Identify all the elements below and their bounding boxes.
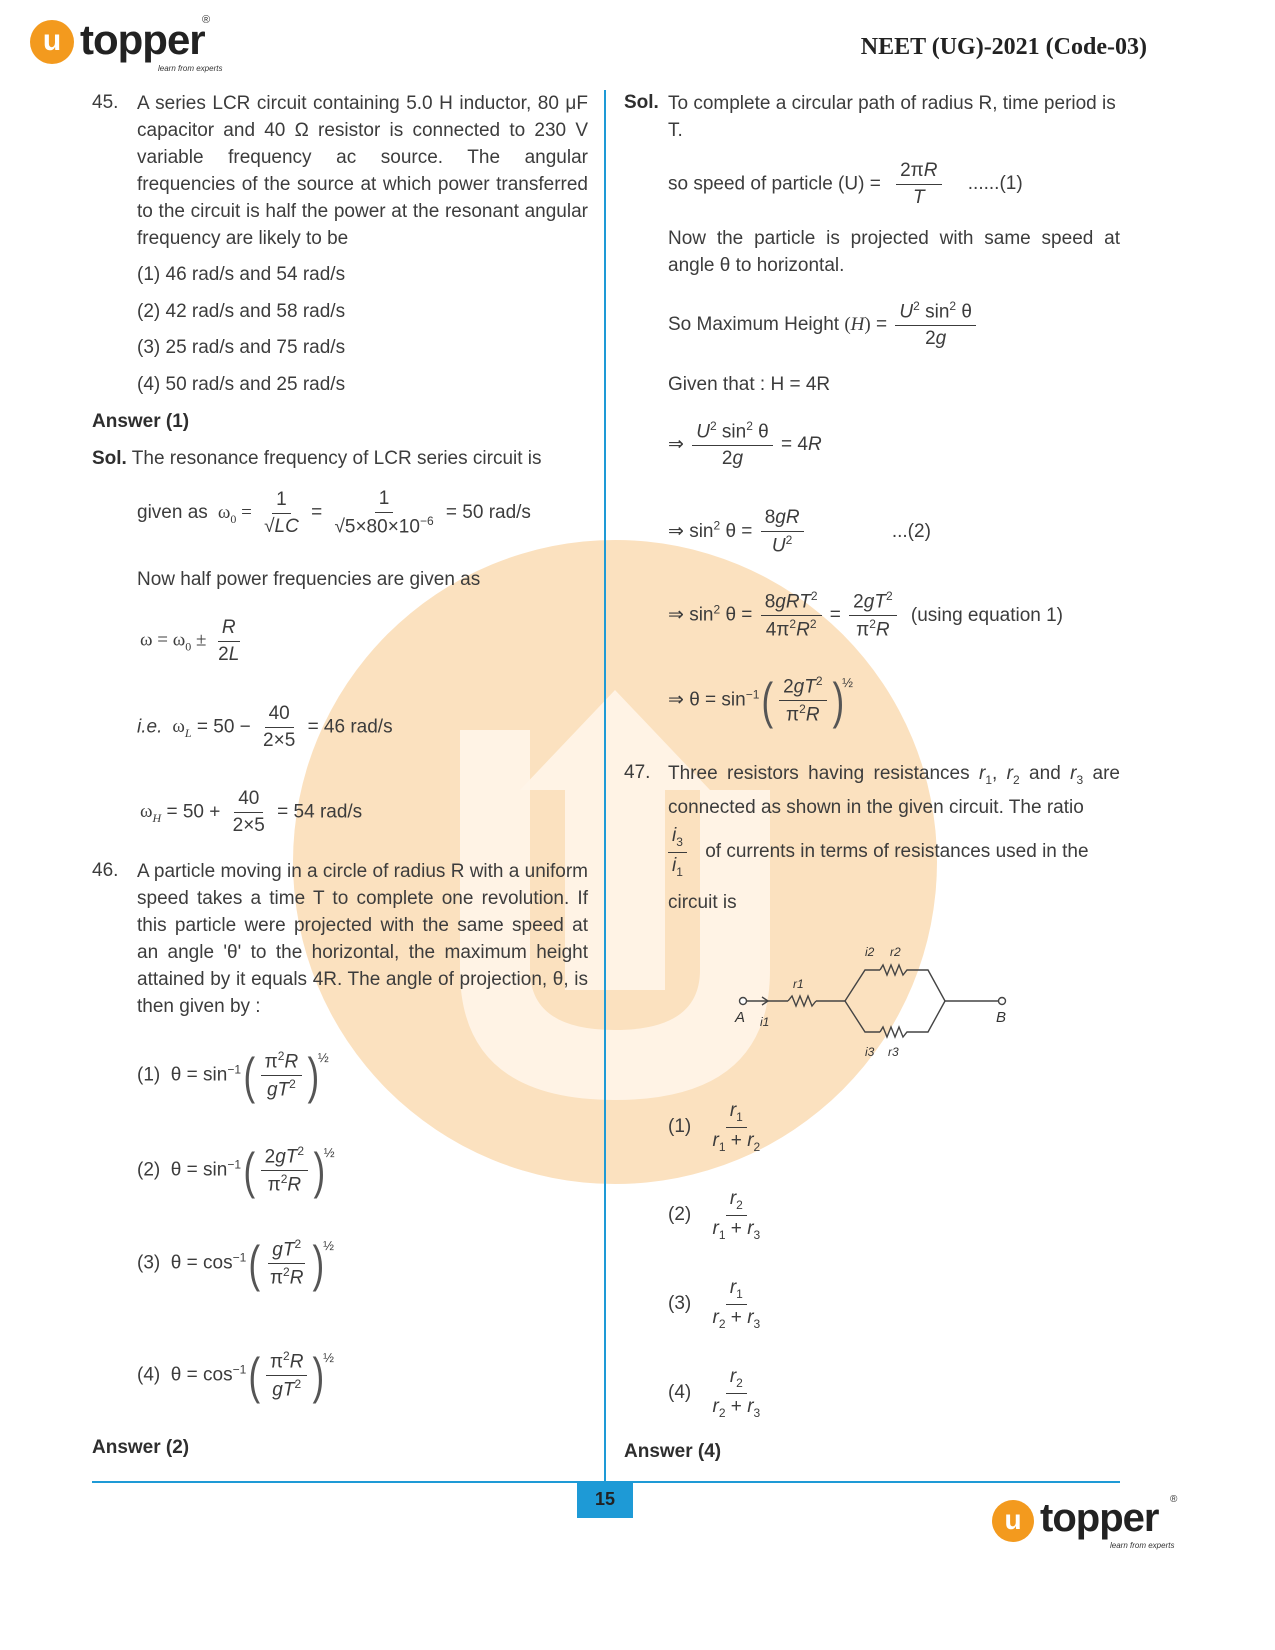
q46-option-4: (4) $\theta = \cos^{-1}$ ( $\frac{\pi^2R}{gT^2}$ ) ½	[137, 1347, 334, 1404]
q46-sol-speed: so speed of particle (U) = $\frac{2\pi R}{T}$ ......(1)	[668, 160, 1023, 208]
circuit-label-a: A	[735, 1009, 746, 1026]
circuit-label-i1: i1	[760, 1015, 770, 1029]
footer-logo-tagline: learn from experts	[1110, 1541, 1175, 1550]
omega-l-result: = 46 rad/s	[307, 716, 393, 738]
q46-sol-step1: ⇒ $\frac{U^2 \sin^2 \theta}{2g}$ = 4R	[668, 419, 822, 470]
q46-option-3: (3) $\theta = \cos^{-1}$ ( $\frac{gT^2}{\pi^2R}$ ) ½	[137, 1235, 334, 1292]
q45-answer: Answer (1)	[92, 411, 190, 432]
q46-sol-line1: To complete a circular path of radius R, time period is T.	[668, 93, 1116, 141]
logo-tagline: learn from experts	[158, 64, 223, 73]
q46-sol-step2: ⇒ $\sin^2 \theta$ = $\frac{8gR}{U^2}$ ...(2)	[668, 507, 931, 557]
logo-u-icon: u	[30, 20, 74, 64]
q47-option-1: (1) $\frac{r_1}{r_1 + r_2}$	[668, 1100, 761, 1154]
q45-resonance-equation: given as $\omega_0$ = $\frac{1}{√LC}$ = $\frac{1}{√5\times 80\times 10^{-6}}$ = 50 rad/s	[137, 488, 531, 538]
q46-sol-max-height: So Maximum Height (H) = $\frac{U^2 \sin^2 \theta}{2g}$	[668, 300, 979, 350]
q46-text: A particle moving in a circle of radius R with a uniform speed takes a time T to complete one revolution. If this particle were projected with the same speed at an angle 'θ' to the horizontal, the maximum height attained by it equals 4R. The angle of projection, θ, is then given by :	[137, 861, 588, 1017]
q45-omega-formula: $\omega = \omega_0$ ± $\frac{R}{2L}$	[140, 617, 240, 665]
q46-option-1: (1) $\theta = \sin^{-1}$ ( $\frac{\pi^2R}{gT^2}$ ) ½	[137, 1047, 329, 1104]
q45-text: A series LCR circuit containing 5.0 H inductor, 80 μF capacitor and 40 Ω resistor is connected to 230 V variable frequency ac source. The angular frequencies of the source at which power transferred to the circuit is half the power at the resonant angular frequency are likely to be	[137, 93, 588, 249]
circuit-label-b: B	[996, 1009, 1007, 1026]
circuit-label-i2: i2	[865, 945, 875, 959]
q47-text1: Three resistors having resistances $r_1$, $r_2$ and $r_3$ are connected as shown in the given circuit. The ratio	[668, 763, 1120, 818]
footer-logo	[992, 1494, 1182, 1550]
footer-logo-registered-icon: ®	[1170, 1494, 1178, 1505]
q45-option-1: (1) 46 rad/s and 54 rad/s	[137, 264, 346, 285]
q45-solution-intro	[92, 448, 542, 470]
circuit-label-i3: i3	[865, 1045, 875, 1059]
q45-option-4: (4) 50 rad/s and 25 rad/s	[137, 374, 346, 395]
page-number: 15	[577, 1481, 633, 1518]
q45-half-power: Now half power frequencies are given as	[137, 569, 481, 590]
q45-omega-h: $\omega_H = 50$ + $\frac{40}{2\times 5}$ = 54 rad/s	[140, 788, 363, 836]
q45-option-2: (2) 42 rad/s and 58 rad/s	[137, 301, 346, 322]
q46-number: 46.	[92, 860, 119, 881]
q45-number: 45.	[92, 92, 119, 113]
q46-answer: Answer (2)	[92, 1437, 190, 1458]
footer-logo-u-icon: u	[992, 1500, 1034, 1542]
footer-logo-wordmark: topper	[1040, 1496, 1159, 1540]
q47-option-3: (3) $\frac{r_1}{r_2 + r_3}$	[668, 1277, 761, 1331]
sol-text: The resonance frequency of LCR series circuit is	[131, 448, 542, 469]
header-logo	[30, 14, 230, 74]
q47-number: 47.	[624, 762, 651, 783]
given-as-label: given as	[137, 502, 208, 524]
q46-sol-label: Sol.	[624, 92, 659, 113]
logo-registered-icon: ®	[202, 14, 211, 26]
circuit-label-r2: r2	[890, 945, 901, 959]
resonance-result: = 50 rad/s	[445, 502, 531, 524]
omega-h-result: = 54 rad/s	[277, 801, 363, 823]
q47-circuit-diagram	[730, 940, 1030, 1065]
q45-option-3: (3) 25 rad/s and 75 rad/s	[137, 337, 346, 358]
q47-text2: $\frac{i_3}{i_1}$ of currents in terms of resistances used in the	[668, 825, 1089, 879]
exam-code: NEET (UG)-2021 (Code-03)	[860, 34, 1147, 60]
q47-answer: Answer (4)	[624, 1441, 722, 1462]
q46-sol-line2: Now the particle is projected with same speed at angle θ to horizontal.	[668, 228, 1120, 276]
logo-wordmark: topper	[80, 16, 205, 63]
circuit-label-r3: r3	[888, 1045, 899, 1059]
ie-label: i.e.	[137, 716, 163, 738]
q45-omega-l: i.e. $\omega_L = 50$ − $\frac{40}{2\times 5}$ = 46 rad/s	[137, 703, 393, 751]
q46-sol-given: Given that : H = 4R	[668, 374, 831, 395]
q47-option-2: (2) $\frac{r_2}{r_1 + r_3}$	[668, 1188, 761, 1242]
q46-sol-step4: ⇒ $\theta = \sin^{-1}$ ( $\frac{2gT^2}{\pi^2R}$ ) ½	[668, 672, 854, 729]
q46-option-2: (2) $\theta = \sin^{-1}$ ( $\frac{2gT^2}{\pi^2R}$ ) ½	[137, 1142, 335, 1199]
sol-label: Sol.	[92, 448, 127, 469]
q47-text3: circuit is	[668, 892, 737, 913]
column-divider	[604, 90, 606, 1490]
q47-option-4: (4) $\frac{r_2}{r_2 + r_3}$	[668, 1366, 761, 1420]
circuit-label-r1: r1	[793, 977, 804, 991]
q46-sol-step3: ⇒ $\sin^2 \theta$ = $\frac{8gRT^2}{4\pi^2R^2}$ = $\frac{2gT^2}{\pi^2R}$ (using equation 1)	[668, 589, 1064, 641]
